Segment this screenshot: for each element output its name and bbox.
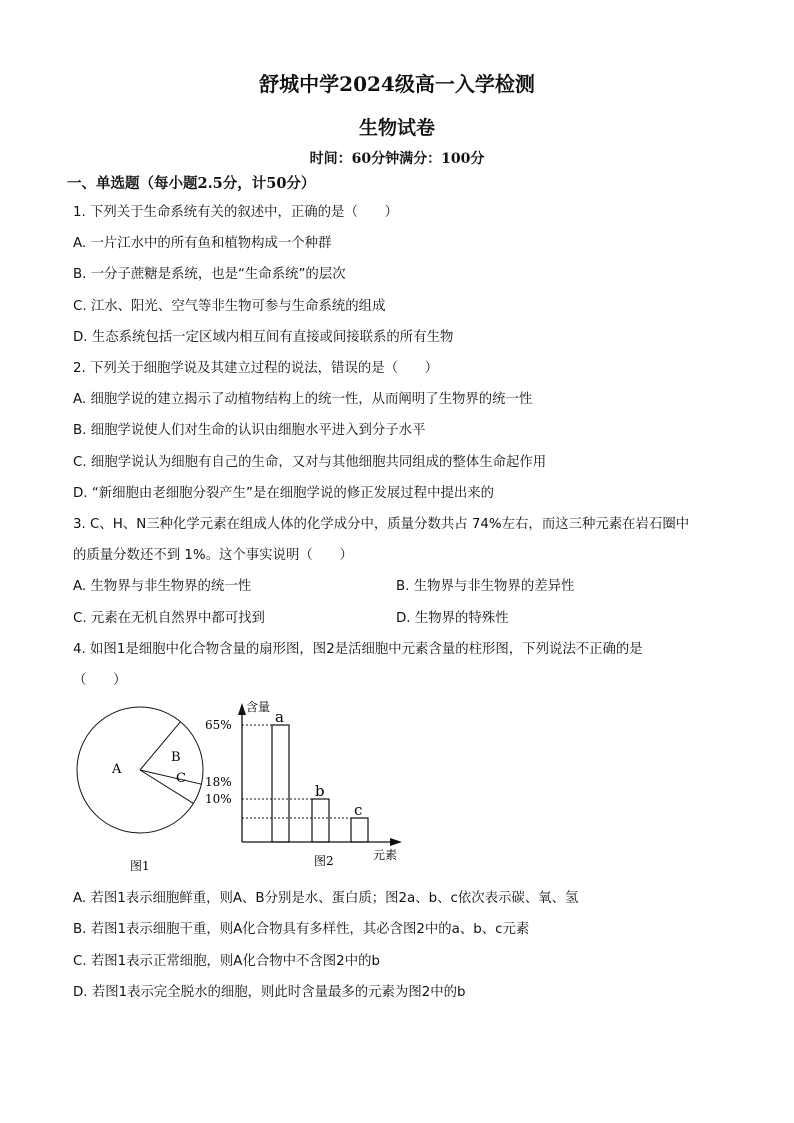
question-2-option-a: A. 细胞学说的建立揭示了动植物结构上的统一性，从而阐明了生物界的统一性 (73, 392, 533, 407)
bar-a (272, 725, 289, 842)
question-3-option-c: C. 元素在无机自然界中都可找到 (73, 611, 265, 626)
x-axis-label: 元素 (373, 848, 398, 862)
question-4-option-b: B. 若图1表示细胞干重，则A化合物具有多样性，其必含图2中的a、b、c元素 (73, 922, 530, 937)
figure-2-bar-chart (205, 697, 420, 872)
section-title: 一、单选题（每小题2.5分，计50分） (67, 175, 316, 192)
question-2-option-b: B. 细胞学说使人们对生命的认识由细胞水平进入到分子水平 (73, 423, 426, 438)
question-2-option-c: C. 细胞学说认为细胞有自己的生命，又对与其他细胞共同组成的整体生命起作用 (73, 455, 547, 470)
subject-title: 生物试卷 (358, 117, 435, 139)
question-3-option-a: A. 生物界与非生物界的统一性 (73, 579, 252, 594)
bar-label-a: a (275, 708, 284, 726)
question-1-option-c: C. 江水、阳光、空气等非生物可参与生命系统的组成 (73, 299, 386, 314)
question-1-option-a: A. 一片江水中的所有鱼和植物构成一个种群 (73, 236, 332, 251)
y-axis-label: 含量 (246, 700, 271, 714)
time-info: 时间：60分钟满分：100分 (309, 151, 485, 167)
question-3-option-d: D. 生物界的特殊性 (396, 611, 509, 626)
question-4-option-d: D. 若图1表示完全脱水的细胞，则此时含量最多的元素为图2中的b (73, 985, 466, 1000)
question-4-stem-line1: 4. 如图1是细胞中化合物含量的扇形图，图2是活细胞中元素含量的柱形图，下列说法不正确的是 (73, 642, 643, 657)
figure-2-caption: 图2 (314, 854, 334, 868)
question-1-option-d: D. 生态系统包括一定区域内相互间有直接或间接联系的所有生物 (73, 330, 454, 345)
y-axis-arrow (238, 703, 246, 715)
x-axis-arrow (390, 838, 402, 846)
bar-label-b: b (315, 782, 325, 800)
bar-c (351, 818, 368, 842)
pie-divider-2 (140, 770, 201, 784)
question-4-stem-line2: （ ） (73, 673, 127, 688)
y-tick-label-1: 18% (205, 775, 232, 789)
y-tick-label-2: 10% (205, 792, 232, 806)
question-1-stem: 1. 下列关于生命系统有关的叙述中，正确的是（ ） (73, 205, 399, 220)
figure-1-pie (70, 700, 210, 880)
question-3-stem-line2: 的质量分数还不到 1%。这个事实说明（ ） (73, 548, 353, 563)
bar-label-c: c (354, 801, 363, 819)
figure-1-caption: 图1 (130, 859, 150, 873)
question-1-option-b: B. 一分子蔗糖是系统，也是“生命系统”的层次 (73, 267, 346, 282)
question-3-stem-line1: 3. C、H、N三种化学元素在组成人体的化学成分中，质量分数共占 74%左右，而这三种元素在岩石圈中 (73, 517, 690, 532)
pie-label-a: A (112, 762, 122, 777)
question-3-option-b: B. 生物界与非生物界的差异性 (396, 579, 575, 594)
y-tick-label-0: 65% (205, 718, 232, 732)
question-4-option-c: C. 若图1表示正常细胞，则A化合物中不含图2中的b (73, 954, 380, 969)
question-2-option-d: D. “新细胞由老细胞分裂产生”是在细胞学说的修正发展过程中提出来的 (73, 486, 495, 501)
question-2-stem: 2. 下列关于细胞学说及其建立过程的说法，错误的是（ ） (73, 361, 439, 376)
pie-label-b: B (171, 750, 181, 765)
pie-label-c: C (176, 771, 186, 786)
question-4-option-a: A. 若图1表示细胞鲜重，则A、B分别是水、蛋白质；图2a、b、c依次表示碳、氧、氢 (73, 891, 579, 906)
page-title: 舒城中学2024级高一入学检测 (259, 72, 535, 96)
bar-b (312, 799, 329, 842)
